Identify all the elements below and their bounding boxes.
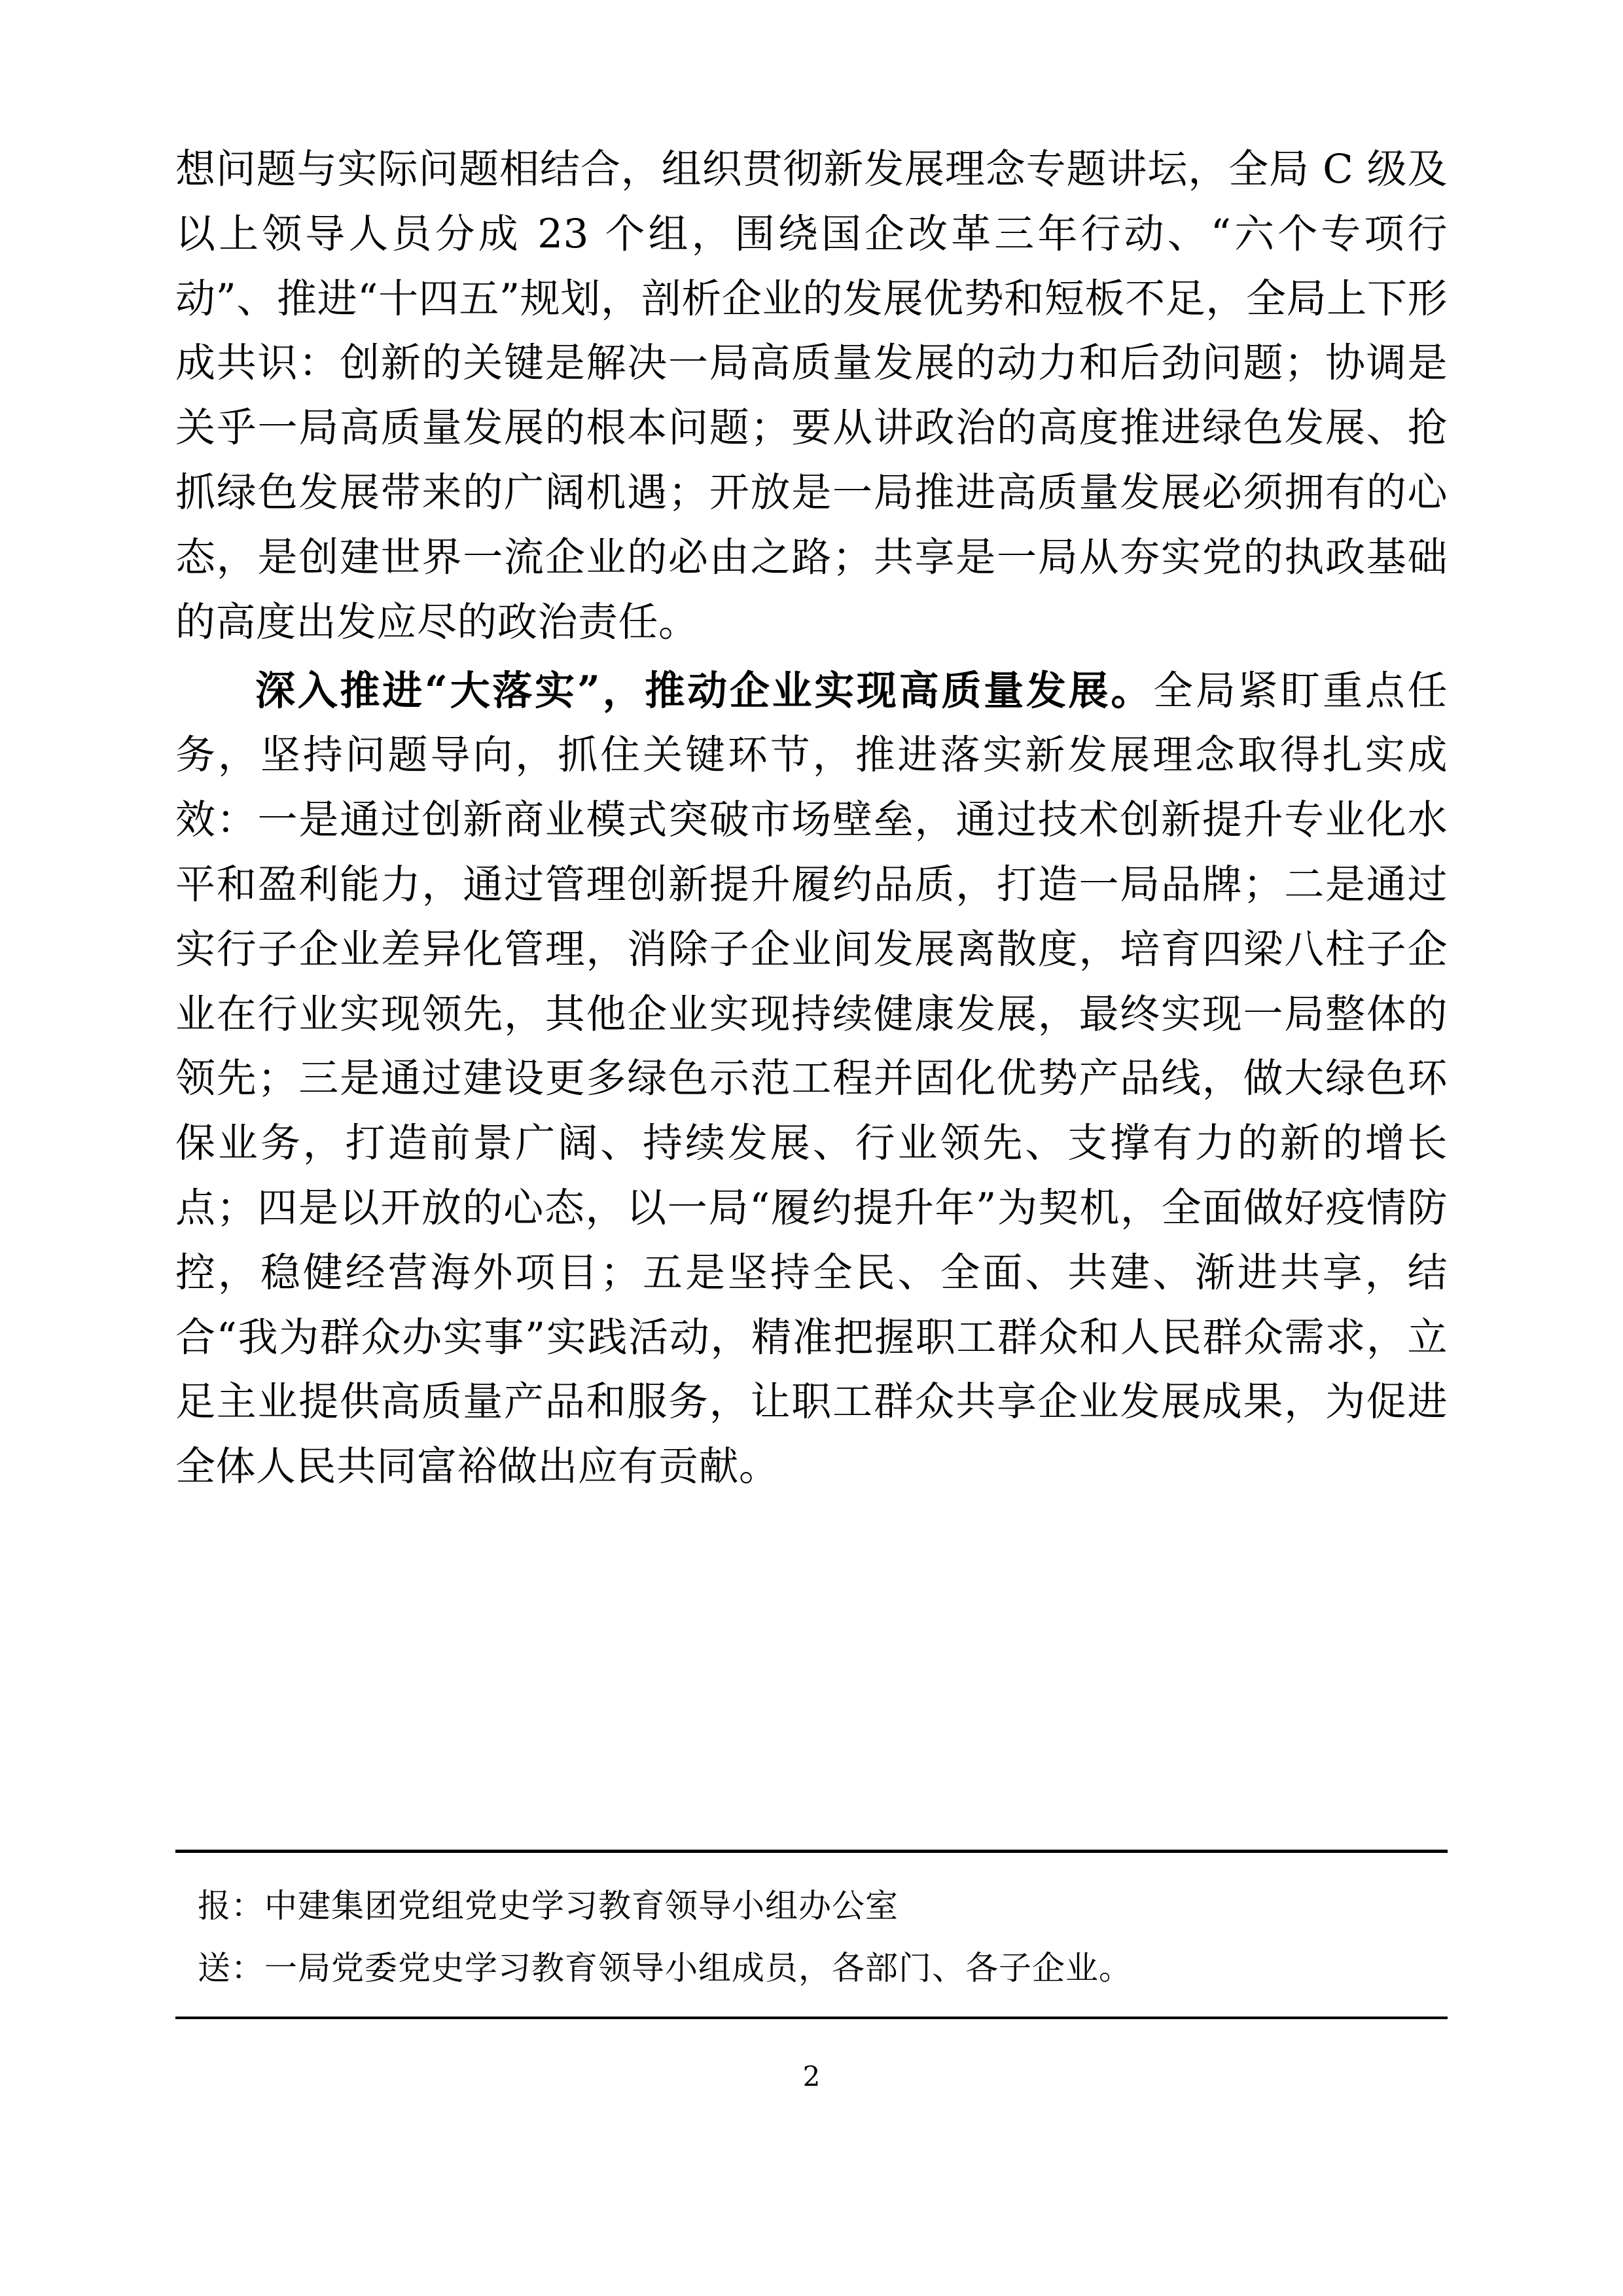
footer-bottom-rule: [175, 2017, 1448, 2019]
paragraph-text: 想问题与实际问题相结合，组织贯彻新发展理念专题讲坛，全局 C 级及以上领导人员分成 23 个组，围绕国企改革三年行动、“六个专项行动”、推进“十四五”规划，剖析企业的发展优势和短板不足，全局上下形成共识：创新的关键是解决一局高质量发展的动力和后劲问题；协调是关乎一局高质量发展的根本问题；要从讲政治的高度推进绿色发展、抢抓绿色发展带来的广阔机遇；开放是一局推进高质量发展必须拥有的心态，是创建世界一流企业的必由之路；共享是一局从夯实党的执政基础的高度出发应尽的政治责任。: [175, 146, 1448, 645]
paragraph-lead-bold: 深入推进“大落实”，推动企业实现高质量发展。: [255, 667, 1154, 714]
paragraph-great-implementation: [175, 659, 1448, 1500]
paragraph-text: 全局紧盯重点任务，坚持问题导向，抓住关键环节，推进落实新发展理念取得扎实成效：一是通过创新商业模式突破市场壁垒，通过技术创新提升专业化水平和盈利能力，通过管理创新提升履约品质，打造一局品牌；二是通过实行子企业差异化管理，消除子企业间发展离散度，培育四梁八柱子企业在行业实现领先，其他企业实现持续健康发展，最终实现一局整体的领先；三是通过建设更多绿色示范工程并固化优势产品线，做大绿色环保业务，打造前景广阔、持续发展、行业领先、支撑有力的新的增长点；四是以开放的心态，以一局“履约提升年”为契机，全面做好疫情防控，稳健经营海外项目；五是坚持全民、全面、共建、渐进共享，结合“我为群众办实事”实践活动，精准把握职工群众和人民群众需求，立足主业提供高质量产品和服务，让职工群众共享企业发展成果，为促进全体人民共同富裕做出应有贡献。: [175, 667, 1448, 1490]
footer-report-line: 报：中建集团党组党史学习教育领导小组办公室: [198, 1887, 899, 1925]
document-footer: [175, 1850, 1448, 2019]
paragraph-continued: [175, 137, 1448, 655]
page-number: 2: [802, 2060, 821, 2092]
document-body: [175, 137, 1448, 1499]
footer-distribution-list: [175, 1853, 1448, 2017]
footer-send-line: 送：一局党委党史学习教育领导小组成员，各部门、各子企业。: [198, 1949, 1132, 1987]
